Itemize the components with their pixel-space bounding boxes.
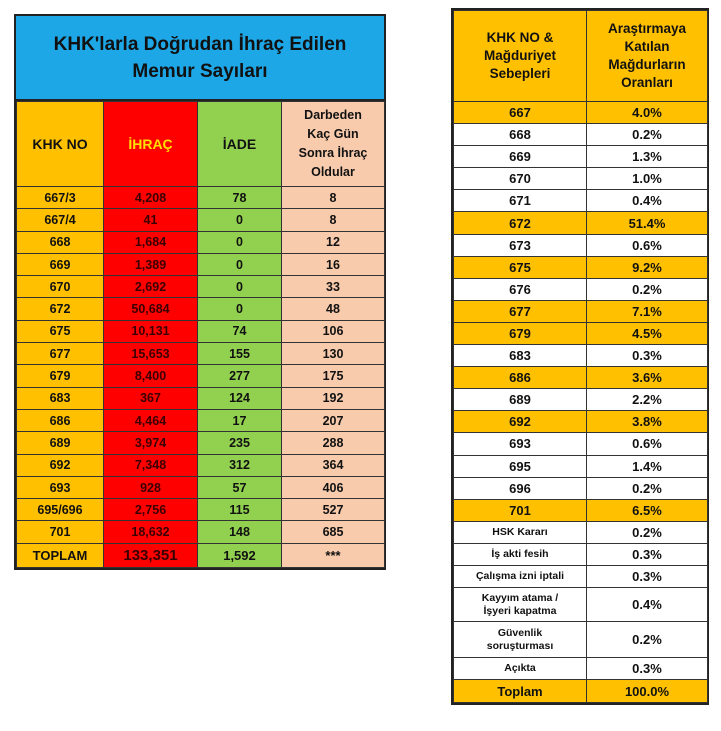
ratio-value: 0.2% — [587, 622, 708, 658]
header-days-line4: Oldular — [311, 165, 355, 179]
ratio-value: 0.2% — [587, 521, 708, 543]
ratio-value: 0.6% — [587, 433, 708, 455]
khk-no-cell: 679 — [17, 365, 104, 387]
ratio-value: 0.4% — [587, 190, 708, 212]
ratio-row — [454, 411, 708, 433]
table-row — [17, 320, 385, 342]
iade-cell: 17 — [198, 409, 282, 431]
ratio-row — [454, 389, 708, 411]
days-cell: 33 — [282, 276, 385, 298]
ihrac-cell: 41 — [104, 209, 198, 231]
ratio-label-line2: İşyeri kapatma — [483, 604, 557, 617]
ratio-row — [454, 300, 708, 322]
ratio-row-kayyim — [454, 588, 708, 622]
ratio-total-label: Toplam — [454, 680, 587, 703]
header-khk-no: KHK NO — [17, 102, 104, 187]
header-khk-reasons — [454, 11, 587, 102]
ratio-khk-label: 701 — [454, 499, 587, 521]
ratio-value: 0.4% — [587, 588, 708, 622]
ratio-khk-label: 675 — [454, 256, 587, 278]
table-title — [16, 16, 384, 101]
ratio-row — [454, 455, 708, 477]
ratio-khk-label: 683 — [454, 345, 587, 367]
ratio-khk-label: 672 — [454, 212, 587, 234]
total-days: *** — [282, 543, 385, 567]
ratio-khk-label: 670 — [454, 168, 587, 190]
khk-no-cell: 695/696 — [17, 499, 104, 521]
ihrac-cell: 4,208 — [104, 187, 198, 209]
ratio-khk-label: 696 — [454, 477, 587, 499]
ratio-khk-label: 686 — [454, 367, 587, 389]
khk-no-cell: 675 — [17, 320, 104, 342]
iade-cell: 235 — [198, 432, 282, 454]
ratio-value: 9.2% — [587, 256, 708, 278]
victim-ratio-table — [451, 8, 709, 705]
ratio-value: 0.3% — [587, 543, 708, 565]
iade-cell: 0 — [198, 209, 282, 231]
ratio-value: 1.0% — [587, 168, 708, 190]
khk-no-cell: 692 — [17, 454, 104, 476]
header-row — [17, 102, 385, 187]
table-row — [17, 231, 385, 253]
ratio-row-acikta — [454, 658, 708, 680]
ihrac-cell: 2,692 — [104, 276, 198, 298]
ratio-row — [454, 499, 708, 521]
days-cell: 8 — [282, 187, 385, 209]
header-iade: İADE — [198, 102, 282, 187]
victim-ratio-grid — [453, 10, 708, 703]
dismissed-officials-grid — [16, 101, 385, 568]
khk-no-cell: 670 — [17, 276, 104, 298]
header-days-after-coup — [282, 102, 385, 187]
iade-cell: 124 — [198, 387, 282, 409]
iade-cell: 148 — [198, 521, 282, 543]
iade-cell: 277 — [198, 365, 282, 387]
ratio-row — [454, 234, 708, 256]
header-khk-reasons-line1: KHK NO & — [486, 30, 554, 45]
dismissed-officials-table — [14, 14, 386, 570]
ratio-total-value: 100.0% — [587, 680, 708, 703]
iade-cell: 312 — [198, 454, 282, 476]
ratio-label: Açıkta — [454, 658, 587, 680]
khk-no-cell: 686 — [17, 409, 104, 431]
ihrac-cell: 928 — [104, 476, 198, 498]
khk-no-cell: 668 — [17, 231, 104, 253]
iade-cell: 155 — [198, 343, 282, 365]
ratio-row-is-akti — [454, 543, 708, 565]
days-cell: 406 — [282, 476, 385, 498]
days-cell: 527 — [282, 499, 385, 521]
total-row — [17, 543, 385, 567]
khk-no-cell: 693 — [17, 476, 104, 498]
table-row — [17, 209, 385, 231]
ratio-value: 0.2% — [587, 477, 708, 499]
table-row — [17, 253, 385, 275]
header-ratio-line4: Oranları — [621, 75, 673, 90]
header-days-line1: Darbeden — [304, 108, 362, 122]
header-days-line2: Kaç Gün — [307, 127, 359, 141]
khk-no-cell: 677 — [17, 343, 104, 365]
table-row — [17, 343, 385, 365]
days-cell: 16 — [282, 253, 385, 275]
days-cell: 685 — [282, 521, 385, 543]
ihrac-cell: 7,348 — [104, 454, 198, 476]
ratio-khk-label: 673 — [454, 234, 587, 256]
table-row — [17, 499, 385, 521]
iade-cell: 115 — [198, 499, 282, 521]
ratio-value: 0.3% — [587, 345, 708, 367]
header-khk-reasons-line3: Sebepleri — [489, 66, 551, 81]
table-row — [17, 476, 385, 498]
ratio-value: 0.3% — [587, 658, 708, 680]
ratio-value: 1.4% — [587, 455, 708, 477]
ihrac-cell: 18,632 — [104, 521, 198, 543]
ihrac-cell: 367 — [104, 387, 198, 409]
ihrac-cell: 4,464 — [104, 409, 198, 431]
table-row — [17, 387, 385, 409]
ratio-header-row — [454, 11, 708, 102]
ratio-khk-label: 695 — [454, 455, 587, 477]
iade-cell: 0 — [198, 253, 282, 275]
ratio-khk-label: 689 — [454, 389, 587, 411]
ratio-row — [454, 212, 708, 234]
ratio-row — [454, 102, 708, 124]
ratio-row — [454, 278, 708, 300]
ratio-label-line1: Kayyım atama / — [481, 591, 559, 604]
table-row — [17, 454, 385, 476]
khk-no-cell: 701 — [17, 521, 104, 543]
other-reasons-body — [454, 521, 708, 679]
ratio-value: 1.3% — [587, 146, 708, 168]
ratio-khk-label: 676 — [454, 278, 587, 300]
ratio-label-line2: soruşturması — [486, 639, 554, 652]
ratio-value: 6.5% — [587, 499, 708, 521]
ratio-row — [454, 190, 708, 212]
table-row — [17, 432, 385, 454]
ratio-row-guvenlik — [454, 622, 708, 658]
header-ihrac: İHRAÇ — [104, 102, 198, 187]
ratio-label: Çalışma izni iptali — [454, 565, 587, 587]
ratio-total-row — [454, 680, 708, 703]
ratio-row — [454, 477, 708, 499]
header-days-line3: Sonra İhraç — [298, 146, 368, 160]
ratio-row — [454, 367, 708, 389]
days-cell: 288 — [282, 432, 385, 454]
days-cell: 130 — [282, 343, 385, 365]
days-cell: 48 — [282, 298, 385, 320]
khk-no-cell: 667/4 — [17, 209, 104, 231]
ratio-row — [454, 168, 708, 190]
ratio-label: İş akti fesih — [454, 543, 587, 565]
ihrac-cell: 8,400 — [104, 365, 198, 387]
ihrac-cell: 10,131 — [104, 320, 198, 342]
header-ratio-line3: Mağdurların — [608, 57, 686, 72]
total-label: TOPLAM — [17, 543, 104, 567]
ratio-value: 3.6% — [587, 367, 708, 389]
ratio-khk-label: 679 — [454, 322, 587, 344]
days-cell: 8 — [282, 209, 385, 231]
ratio-row-calisma — [454, 565, 708, 587]
iade-cell: 57 — [198, 476, 282, 498]
ratio-value: 0.2% — [587, 124, 708, 146]
ihrac-cell: 50,684 — [104, 298, 198, 320]
iade-cell: 74 — [198, 320, 282, 342]
table-row — [17, 365, 385, 387]
ihrac-cell: 2,756 — [104, 499, 198, 521]
header-khk-reasons-line2: Mağduriyet — [483, 48, 556, 63]
days-cell: 364 — [282, 454, 385, 476]
ratio-label-line1: Güvenlik — [497, 626, 543, 639]
table-row — [17, 521, 385, 543]
ratio-row — [454, 433, 708, 455]
header-participant-ratio — [587, 11, 708, 102]
header-ratio-line1: Araştırmaya — [607, 21, 687, 36]
ratio-value: 2.2% — [587, 389, 708, 411]
iade-cell: 0 — [198, 298, 282, 320]
ratio-label — [454, 622, 587, 658]
total-iade: 1,592 — [198, 543, 282, 567]
table-title-line2: Memur Sayıları — [132, 60, 268, 82]
table-row — [17, 187, 385, 209]
ratio-value: 0.3% — [587, 565, 708, 587]
days-cell: 106 — [282, 320, 385, 342]
iade-cell: 0 — [198, 276, 282, 298]
header-ratio-line2: Katılan — [624, 39, 670, 54]
ratio-row-hsk — [454, 521, 708, 543]
ratio-value: 4.0% — [587, 102, 708, 124]
ratio-khk-label: 668 — [454, 124, 587, 146]
ratio-khk-label: 693 — [454, 433, 587, 455]
ratio-khk-label: 677 — [454, 300, 587, 322]
days-cell: 12 — [282, 231, 385, 253]
khk-no-cell: 683 — [17, 387, 104, 409]
ratio-value: 51.4% — [587, 212, 708, 234]
left-table-body — [17, 187, 385, 544]
iade-cell: 78 — [198, 187, 282, 209]
ihrac-cell: 3,974 — [104, 432, 198, 454]
days-cell: 207 — [282, 409, 385, 431]
iade-cell: 0 — [198, 231, 282, 253]
ratio-label — [454, 588, 587, 622]
table-title-line1: KHK'larla Doğrudan İhraç Edilen — [53, 33, 347, 55]
ratio-label: HSK Kararı — [454, 521, 587, 543]
table-row — [17, 298, 385, 320]
table-row — [17, 276, 385, 298]
ratio-row — [454, 256, 708, 278]
ratio-row — [454, 124, 708, 146]
ihrac-cell: 1,684 — [104, 231, 198, 253]
ratio-khk-label: 671 — [454, 190, 587, 212]
ihrac-cell: 1,389 — [104, 253, 198, 275]
ratio-row — [454, 146, 708, 168]
ratio-value: 7.1% — [587, 300, 708, 322]
khk-no-cell: 669 — [17, 253, 104, 275]
ratio-table-body — [454, 102, 708, 522]
khk-no-cell: 672 — [17, 298, 104, 320]
days-cell: 192 — [282, 387, 385, 409]
khk-no-cell: 667/3 — [17, 187, 104, 209]
total-ihrac: 133,351 — [104, 543, 198, 567]
khk-no-cell: 689 — [17, 432, 104, 454]
ratio-value: 0.6% — [587, 234, 708, 256]
ihrac-cell: 15,653 — [104, 343, 198, 365]
ratio-row — [454, 322, 708, 344]
days-cell: 175 — [282, 365, 385, 387]
ratio-value: 4.5% — [587, 322, 708, 344]
ratio-khk-label: 692 — [454, 411, 587, 433]
ratio-khk-label: 667 — [454, 102, 587, 124]
table-row — [17, 409, 385, 431]
ratio-row — [454, 345, 708, 367]
ratio-value: 3.8% — [587, 411, 708, 433]
ratio-value: 0.2% — [587, 278, 708, 300]
ratio-khk-label: 669 — [454, 146, 587, 168]
